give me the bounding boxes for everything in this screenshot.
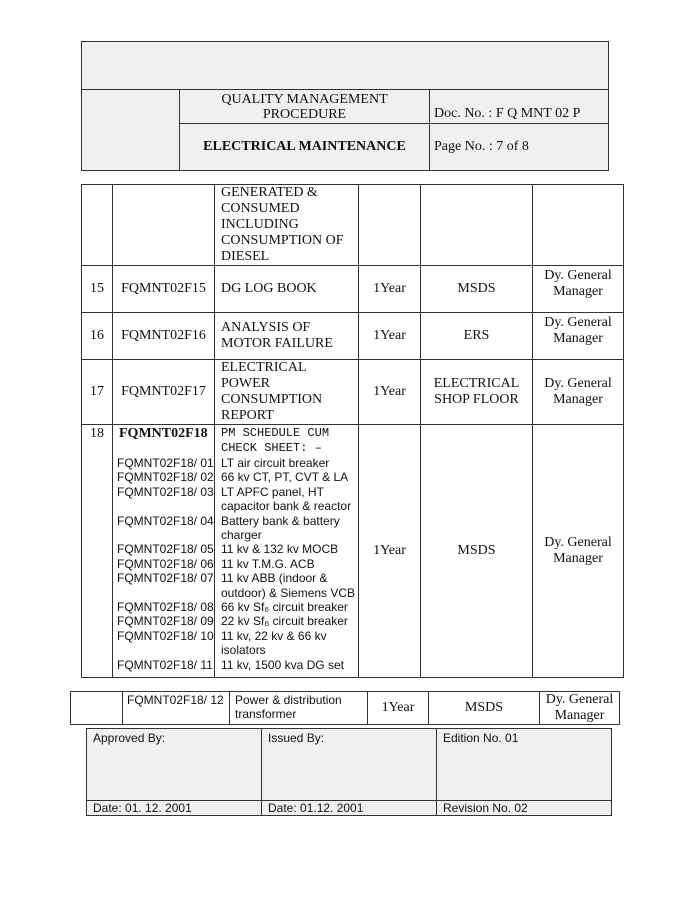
desc-line: POWER [221, 376, 270, 391]
sub-code: FQMNT02F18/ 09 [117, 614, 214, 629]
place-cell: MSDS [421, 425, 533, 678]
pm-item: 11 kv T.M.G. ACB [221, 556, 315, 571]
pm-item: Battery bank & battery [221, 513, 340, 528]
edition-no: Edition No. 01 [437, 729, 612, 801]
place-cell [421, 185, 533, 266]
desc-line: CONSUMPTION OF [221, 233, 344, 248]
qmp-line-1: QUALITY MANAGEMENT [221, 92, 388, 107]
resp-line: Dy. General [544, 315, 612, 330]
resp-line: Manager [553, 284, 603, 299]
desc-line: DIESEL [221, 249, 270, 264]
extra-row-table [70, 691, 620, 725]
sub-code: FQMNT02F18/ 01 [117, 456, 214, 470]
sno-cell [82, 185, 113, 266]
approved-by-label: Approved By: [87, 729, 262, 801]
desc-line: transformer [235, 707, 297, 721]
desc-cell [215, 425, 359, 678]
code-cell: FQMNT02F17 [113, 360, 215, 425]
document-title: ELECTRICAL MAINTENANCE [180, 124, 430, 171]
resp-line: Dy. General [544, 535, 612, 550]
sno-cell: 18 [82, 425, 113, 678]
pm-item-list [221, 456, 358, 672]
sub-code: FQMNT02F18/ 11 [117, 657, 213, 672]
period-cell [359, 185, 421, 266]
pm-item: 11 kv, 22 kv & 66 kv [221, 628, 327, 643]
sub-code-spacer [117, 643, 214, 657]
sub-code-list [117, 456, 214, 672]
resp-line: Dy. General [544, 376, 612, 391]
desc-cell [230, 692, 368, 725]
approved-date: Date: 01. 12. 2001 [87, 801, 262, 816]
pm-item: 66 kv Sf₆ circuit breaker [221, 600, 348, 615]
desc-line: MOTOR FAILURE [221, 336, 333, 351]
sub-code-spacer [117, 528, 214, 542]
desc-line: CONSUMPTION [221, 392, 323, 407]
code-cell: FQMNT02F16 [113, 313, 215, 360]
code-main: FQMNT02F18 [119, 426, 208, 441]
resp-line: Dy. General [544, 268, 612, 283]
desc-cell: DG LOG BOOK [215, 266, 359, 313]
issued-date: Date: 01.12. 2001 [262, 801, 437, 816]
sub-code: FQMNT02F18/ 04 [117, 513, 214, 528]
sub-code-spacer [117, 586, 214, 600]
document-header [81, 41, 609, 171]
table-row [82, 266, 624, 313]
pm-heading [221, 426, 358, 456]
table-row [82, 185, 624, 266]
desc-cell [215, 313, 359, 360]
desc-line: ELECTRICAL [221, 360, 307, 375]
place-cell: MSDS [421, 266, 533, 313]
resp-line: Manager [553, 392, 603, 407]
records-table [81, 184, 624, 678]
resp-line: Manager [554, 708, 605, 723]
table-row [82, 425, 624, 678]
desc-line: REPORT [221, 408, 274, 423]
header-logo-area [82, 90, 180, 171]
resp-cell [540, 692, 620, 725]
period-cell: 1Year [368, 692, 429, 725]
desc-cell [215, 360, 359, 425]
qmp-line-2: PROCEDURE [262, 107, 347, 122]
period-cell: 1Year [359, 313, 421, 360]
sub-code-spacer [117, 499, 214, 513]
doc-no: Doc. No. : F Q MNT 02 P [430, 90, 609, 124]
pm-item: 11 kv, 1500 kva DG set [221, 657, 344, 672]
pm-heading-line: PM SCHEDULE CUM [221, 426, 330, 440]
table-row [82, 313, 624, 360]
sno-cell [71, 692, 123, 725]
period-cell: 1Year [359, 425, 421, 678]
period-cell: 1Year [359, 266, 421, 313]
pm-item: capacitor bank & reactor [221, 499, 352, 514]
resp-cell [533, 266, 624, 313]
sno-cell: 15 [82, 266, 113, 313]
resp-cell [533, 185, 624, 266]
desc-cell [215, 185, 359, 266]
desc-line: CONSUMED [221, 201, 300, 216]
pm-item: isolators [221, 643, 266, 658]
resp-cell [533, 313, 624, 360]
sub-code: FQMNT02F18/ 05 [117, 542, 214, 557]
place-cell [421, 360, 533, 425]
desc-line: ANALYSIS OF [221, 320, 311, 335]
table-row [82, 360, 624, 425]
pm-item: 11 kv & 132 kv MOCB [221, 542, 339, 557]
sub-code: FQMNT02F18/ 03 [117, 484, 214, 499]
pm-item: LT air circuit breaker [221, 456, 330, 470]
pm-heading-line: CHECK SHEET: – [221, 441, 322, 455]
sub-code: FQMNT02F18/ 10 [117, 628, 214, 643]
table-row [71, 692, 620, 725]
resp-cell [533, 425, 624, 678]
approval-footer [86, 728, 612, 816]
place-cell: ERS [421, 313, 533, 360]
pm-item: 66 kv CT, PT, CVT & LA [221, 470, 349, 485]
sno-cell: 16 [82, 313, 113, 360]
resp-line: Dy. General [545, 692, 614, 707]
resp-line: Manager [553, 331, 603, 346]
pm-item: LT APFC panel, HT [221, 484, 324, 499]
desc-line: Power & distribution [235, 693, 342, 707]
resp-line: Manager [553, 551, 603, 566]
pm-item: 22 kv Sf₆ circuit breaker [221, 614, 348, 629]
sub-code: FQMNT02F18/ 02 [117, 470, 214, 485]
code-cell [113, 425, 215, 678]
pm-item: outdoor) & Siemens VCB [221, 585, 356, 600]
resp-cell [533, 360, 624, 425]
desc-line: GENERATED & [221, 185, 318, 200]
qmp-label [180, 90, 430, 124]
sno-cell: 17 [82, 360, 113, 425]
code-cell: FQMNT02F18/ 12 [123, 692, 230, 725]
desc-line: INCLUDING [221, 217, 299, 232]
sub-code: FQMNT02F18/ 06 [117, 556, 214, 571]
place-line: ELECTRICAL [433, 376, 520, 391]
code-cell [113, 185, 215, 266]
period-cell: 1Year [359, 360, 421, 425]
code-cell: FQMNT02F15 [113, 266, 215, 313]
issued-by-label: Issued By: [262, 729, 437, 801]
pm-item: 11 kv ABB (indoor & [221, 571, 328, 586]
page-no: Page No. : 7 of 8 [430, 124, 609, 171]
sub-code: FQMNT02F18/ 07 [117, 571, 214, 586]
header-blank-band [82, 42, 609, 90]
sub-code: FQMNT02F18/ 08 [117, 600, 214, 615]
pm-item: charger [221, 528, 262, 543]
revision-no: Revision No. 02 [437, 801, 612, 816]
place-line: SHOP FLOOR [434, 392, 519, 407]
place-cell: MSDS [429, 692, 540, 725]
